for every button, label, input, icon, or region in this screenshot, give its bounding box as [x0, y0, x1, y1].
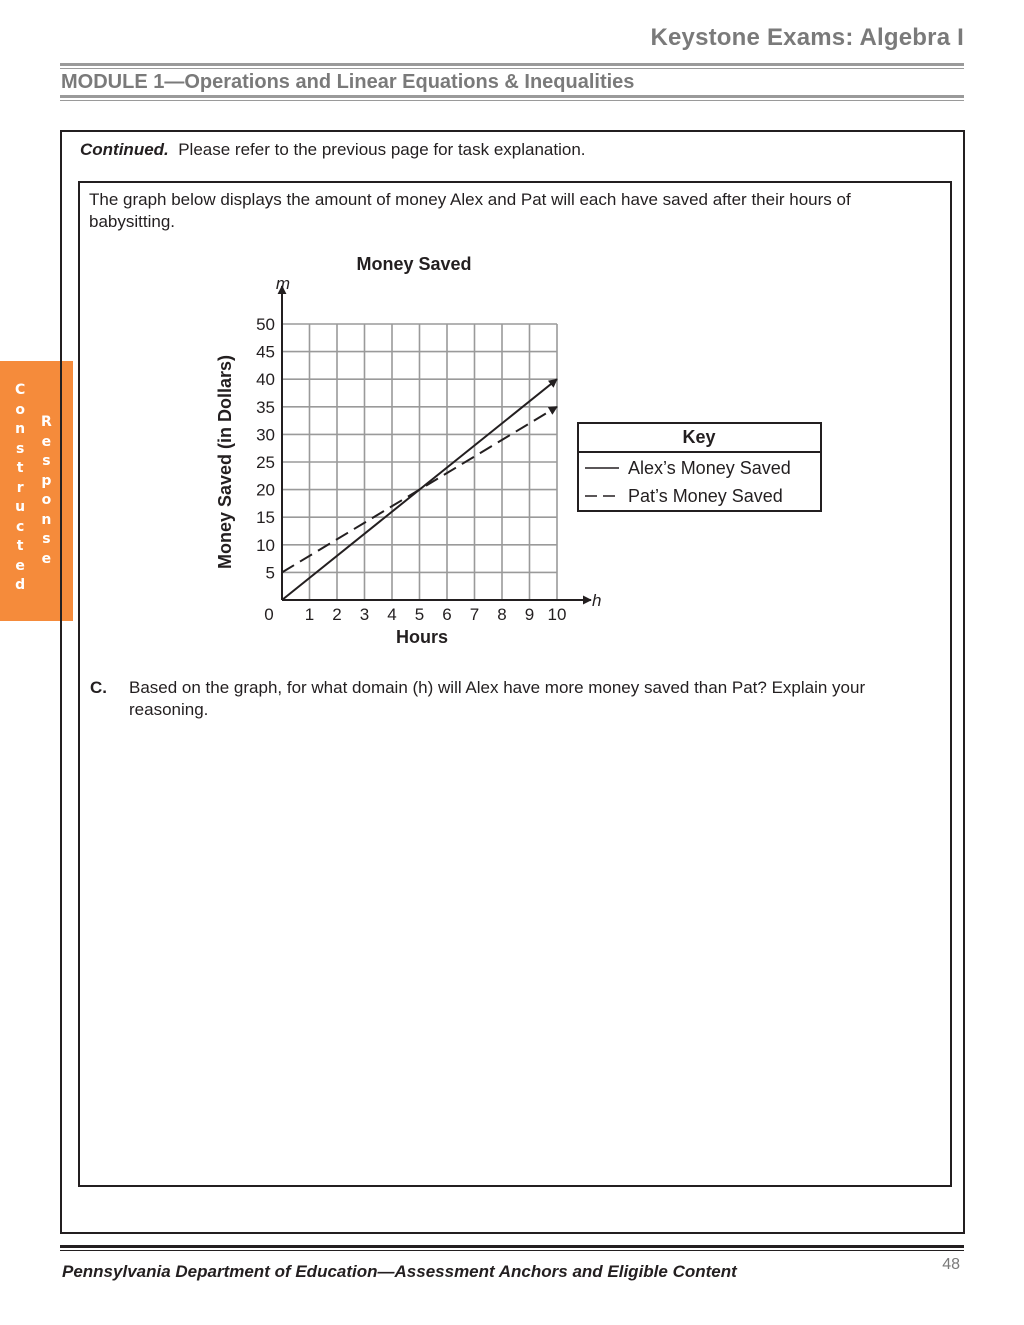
x-tick-label: 5	[414, 605, 425, 624]
y-tick-label: 35	[256, 397, 275, 417]
x-tick-label: 7	[469, 605, 480, 624]
side-tab-letter: e	[41, 550, 52, 567]
continued-text: Please refer to the previous page for task explanation.	[178, 140, 586, 159]
legend-label-pat: Pat’s Money Saved	[628, 486, 783, 506]
y-tick-label: 25	[256, 453, 275, 472]
question-letter: C.	[90, 678, 107, 697]
x-tick-label: 0	[264, 605, 274, 624]
y-tick-label: 15	[256, 508, 275, 528]
footer-rule	[60, 1245, 964, 1248]
page-number: 48	[942, 1256, 960, 1273]
y-tick-label: 50	[256, 315, 275, 334]
x-tick-label: 9	[524, 605, 535, 624]
side-tab-letter: C	[15, 382, 26, 398]
side-tab-letter: t	[16, 460, 24, 476]
side-tab-letter: e	[15, 557, 25, 574]
side-tab-letter: c	[15, 518, 25, 535]
side-tab-letter: s	[42, 531, 51, 547]
y-variable-label: m	[275, 274, 291, 293]
x-tick-label: 6	[442, 605, 452, 624]
x-tick-label: 10	[547, 605, 567, 624]
chart-grid	[282, 324, 557, 600]
module-title: MODULE 1—Operations and Linear Equations & Inequalities	[61, 71, 635, 93]
footer-text: Pennsylvania Department of Education—Assessment Anchors and Eligible Content	[62, 1262, 737, 1281]
y-tick-label: 10	[256, 535, 275, 555]
side-tab-letter: s	[15, 440, 25, 457]
x-tick-label: 8	[497, 605, 507, 624]
x-variable-label: h	[592, 591, 602, 610]
side-tab-letter: R	[41, 414, 52, 430]
side-tab-letter: t	[16, 538, 24, 554]
intro-text: The graph below displays the amount of money Alex and Pat will each have saved after their hours of babysitting.	[89, 190, 851, 231]
footer-rule-thin	[60, 1250, 964, 1251]
y-axis-label: Money Saved (in Dollars)	[215, 354, 235, 570]
side-tab-letter: o	[41, 492, 52, 508]
side-tab-letter: s	[42, 453, 51, 469]
x-tick-label: 3	[359, 605, 370, 624]
side-tab-letter: n	[41, 511, 52, 528]
chart-tick-labels	[256, 315, 566, 624]
side-tab-letter: o	[15, 401, 25, 418]
continued-label: Continued.	[80, 140, 169, 159]
side-tab-letter: p	[41, 472, 52, 489]
x-axis-label: Hours	[395, 627, 449, 647]
side-tab-letter: u	[15, 499, 26, 515]
side-tab-letter: r	[16, 479, 24, 496]
question-text: Based on the graph, for what domain (h) will Alex have more money saved than Pat? Explain your reasoning.	[129, 678, 866, 719]
y-tick-label: 40	[256, 370, 275, 390]
legend-label-alex: Alex’s Money Saved	[628, 458, 791, 478]
y-tick-label: 30	[256, 425, 275, 445]
x-tick-label: 4	[387, 605, 397, 624]
side-tab-letter: e	[41, 433, 52, 450]
x-tick-label: 1	[304, 605, 315, 624]
exam-title: Keystone Exams: Algebra I	[650, 24, 964, 51]
side-tab-letter: d	[15, 577, 26, 593]
x-tick-label: 2	[332, 605, 342, 624]
chart-legend	[578, 423, 821, 511]
side-tab-letter: n	[15, 421, 26, 437]
legend-title: Key	[682, 427, 716, 447]
y-tick-label: 45	[256, 342, 275, 362]
y-tick-label: 5	[265, 563, 275, 583]
y-tick-label: 20	[256, 480, 275, 500]
chart-title: Money Saved	[356, 254, 472, 274]
chart-axes	[282, 286, 591, 600]
